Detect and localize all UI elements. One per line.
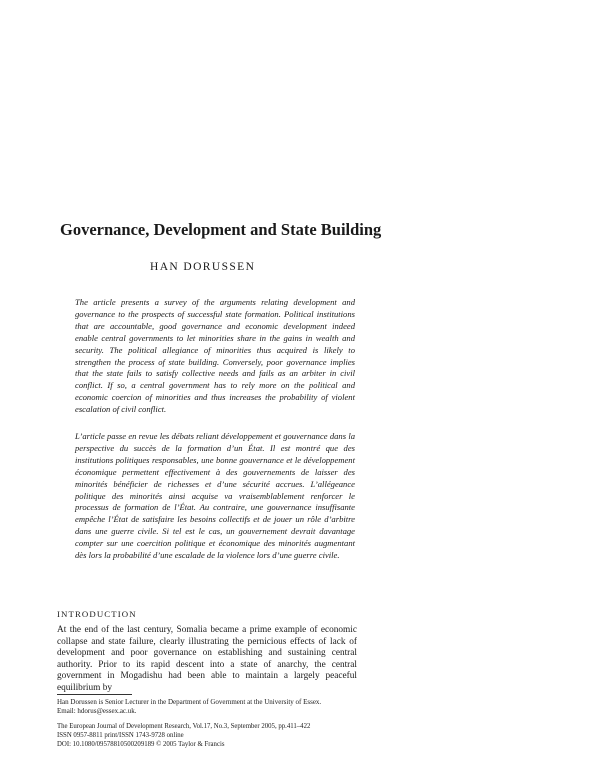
author-footnote <box>57 698 357 716</box>
footnote-divider <box>57 694 132 695</box>
journal-citation: The European Journal of Development Research, Vol.17, No.3, September 2005, pp.411–422 <box>57 723 311 730</box>
section-heading-introduction: INTRODUCTION <box>57 609 137 619</box>
abstract-english: The article presents a survey of the arguments relating development and governance to the prospects of successful state formation. Political institutions that are accountable, good governance and economic development indeed enable central governments to let minorities share in the gains in wealth and security. The political allegiance of minorities thus acquired is likely to strengthen the process of state building. Conversely, poor governance implies that the state fails to satisfy collective needs and fails as an arbiter in civil conflict. If so, a central government has to rely more on the political and economic coercion of minorities and thus increases the probability of violent escalation of civil conflict. <box>75 297 355 415</box>
article-author: HAN DORUSSEN <box>150 261 256 273</box>
abstract-french: L’article passe en revue les débats reliant développement et gouvernance dans la perspective du succès de la formation d’un État. Il est montré que des institutions politiques responsables, une bonne gouvernance et le développement économique permettent effectivement à des gouvernements de laisser des minorités bénéficier de richesses et d’une sécurité accrues. L’allégeance politique des minorités ainsi acquise va vraisemblablement renforcer le processus de formation de l’État. Au contraire, une gouvernance insuffisante empêche l’État de satisfaire les besoins collectifs et de jouer un rôle d’arbitre dans une guerre civile. Si tel est le cas, un gouvernement devrait davantage compter sur une coercition politique et économique des minorités augmentant dès lors la probabilité d’une escalade de la violence lors d’une guerre civile. <box>75 431 355 561</box>
introduction-paragraph: At the end of the last century, Somalia became a prime example of economic collapse and state failure, clearly illustrating the pernicious effects of lack of development and poor governance on establishing and sustaining central authority. Prior to its rapid descent into a state of anarchy, the central government in Mogadishu had been able to maintain a largely peaceful equilibrium by <box>57 625 357 693</box>
journal-info <box>57 722 377 749</box>
article-title: Governance, Development and State Building <box>60 220 382 239</box>
journal-issn: ISSN 0957-8811 print/ISSN 1743-9728 online <box>57 732 184 739</box>
author-email: Email: hdorus@essex.ac.uk. <box>57 707 137 715</box>
journal-doi: DOI: 10.1080/09578810500209189 © 2005 Taylor & Francis <box>57 741 225 748</box>
author-affiliation-note: Han Dorussen is Senior Lecturer in the Department of Government at the University of Essex. <box>57 698 322 706</box>
